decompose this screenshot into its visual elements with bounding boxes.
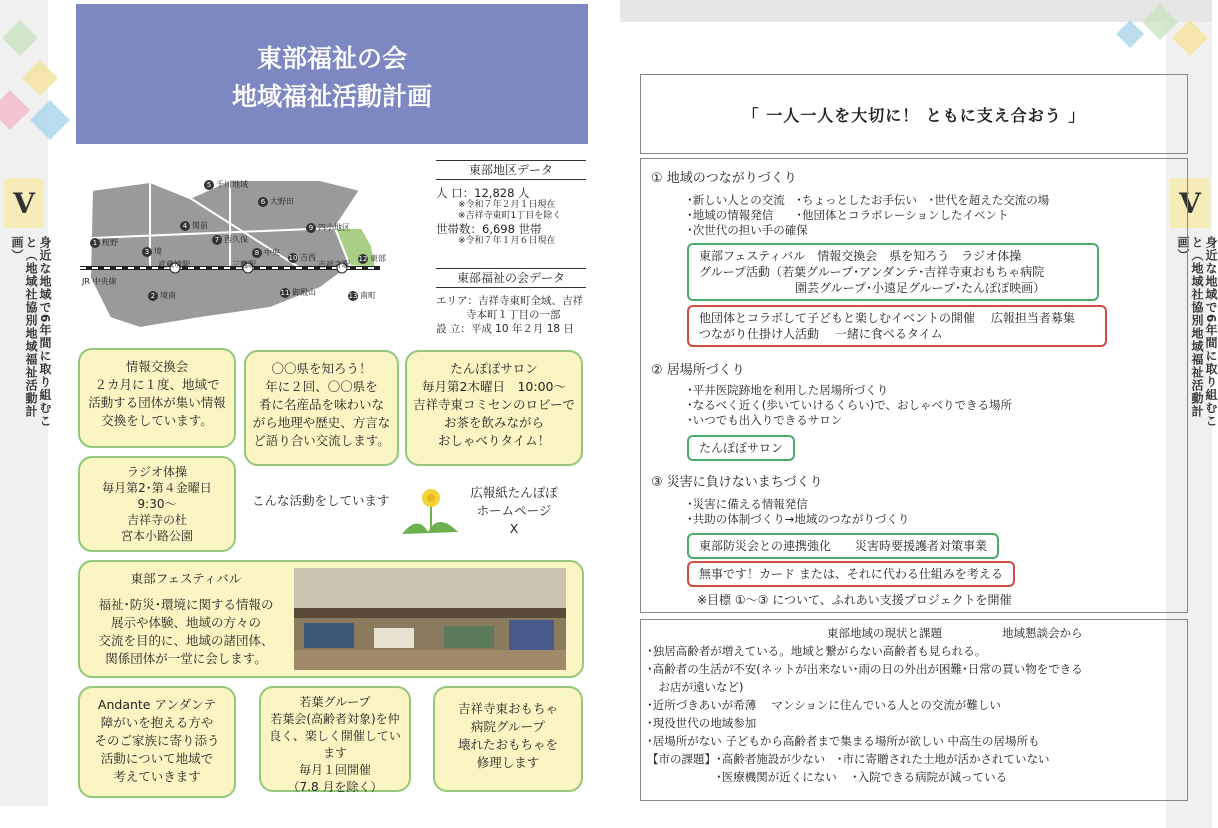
newsletter-info xyxy=(468,484,560,538)
issues-title: 東部地域の現状と課題 xyxy=(827,626,942,640)
activity-info-exchange: 情報交換会 ２カ月に１度、地域で 活動する団体が集い情報 交換をしています。 xyxy=(78,348,236,448)
pop-note-2: ※吉祥寺東町1丁目を除く xyxy=(458,211,562,221)
district-data-header: 東部地区データ xyxy=(436,160,586,180)
gutter xyxy=(604,0,620,806)
section-3-red: 無事です！カード または、それに代わる仕組みを考える xyxy=(687,561,1015,587)
issue-line: ･医療機関が近くにない ･入院できる病院が減っている xyxy=(647,770,1008,784)
x-label: X xyxy=(509,521,519,536)
section-1-green: 東部フェスティバル 情報交換会 県を知ろう ラジオ体操 グループ活動（若葉グループ･アンダンテ･吉祥寺東おもちゃ病院 園芸グループ･小遠足グループ･たんぽぽ映画） xyxy=(687,243,1099,301)
right-page xyxy=(620,0,1218,806)
map-area-8: 8 中央 xyxy=(252,247,280,258)
issue-line: ･独居高齢者が増えている。地域と繋がらない高齢者も見られる。 xyxy=(647,644,987,658)
activity-caption: こんな活動をしています xyxy=(252,493,390,508)
festival-text: 東部フェスティバル 福祉･防災･環境に関する情報の 展示や体験、地域の方々の 交流を目的に、地域の諸団体、 関係団体が一堂に会します。 xyxy=(98,571,274,666)
section-1-red: 他団体とコラボして子どもと楽しむイベントの開催 広報担当者募集 つながり仕掛け人活動 一緒に食べるタイム xyxy=(687,305,1107,347)
chapter-badge-right: V xyxy=(1170,178,1210,228)
map-area-13: 13 南町 xyxy=(348,291,376,300)
activity-wakaba: 若葉グループ 若葉会(高齢者対象)を仲 良く、楽しく開催しています 毎月１回開催 （7.8 月を除く） xyxy=(259,686,411,792)
section-2-green: たんぽぽサロン xyxy=(687,435,795,461)
activity-toy-hospital: 吉祥寺東おもちゃ 病院グループ 壊れたおもちゃを 修理します xyxy=(433,686,583,792)
decorative-diamonds xyxy=(0,0,76,150)
section-2-bullets: ･平井医院跡地を利用した居場所づくり ･なるべく近く(歩いていけるくらい)で、おしゃべりできる場所 ･いつでも出入りできるサロン xyxy=(687,383,1012,427)
page-title-block xyxy=(76,4,588,144)
issues-header xyxy=(647,624,1181,642)
map-area-9: 9 四小地区 xyxy=(306,222,350,233)
goals-box xyxy=(640,158,1188,613)
goal-note: ※目標 ①～③ について、ふれあい支援プロジェクトを開催 xyxy=(697,593,1012,607)
map-station-1: 武蔵境駅 xyxy=(158,260,190,269)
title-line-2: 地域福祉活動計画 xyxy=(231,82,432,111)
section-1-title: ① 地域のつながりづくり xyxy=(651,171,797,186)
chapter-vertical-title: 身近な地域で6年間に取り組むこと（地域社協別地域福祉活動計画） xyxy=(10,236,52,428)
issue-line: お店が遠いなど) xyxy=(647,680,744,694)
area-line-2: 寺本町１丁目の一部 xyxy=(466,309,561,321)
map-station-3: 吉祥寺駅 xyxy=(318,260,350,269)
map-area-5: 5 千川地域 xyxy=(204,179,248,190)
section-3-title: ③ 災害に負けないまちづくり xyxy=(651,475,823,490)
issues-source: 地域懇談会から xyxy=(1002,626,1083,640)
left-page xyxy=(0,0,604,806)
dandelion-icon xyxy=(398,484,464,540)
chapter-badge: V xyxy=(4,178,44,228)
issue-line: ･居場所がない 子どもから高齢者まで集まる場所が欲しい 中高生の居場所も xyxy=(647,734,1040,748)
map-station-2: 三鷹駅 xyxy=(232,260,256,269)
section-3-bullets: ･災害に備える情報発信 ･共助の体制づくり→地域のつながりづくり xyxy=(687,497,910,526)
decorative-diamonds-right xyxy=(1040,0,1212,70)
map-area-2: 2 境南 xyxy=(148,290,176,301)
pop-note-1: ※令和７年２月１日現在 xyxy=(458,200,556,210)
title-line-1: 東部福祉の会 xyxy=(256,44,407,73)
map-area-6: 6 大野田 xyxy=(258,196,294,207)
newsletter-name: 広報紙たんぽぽ xyxy=(470,485,558,500)
activity-radio-exercise: ラジオ体操 毎月第2･第４金曜日 9:30～ 吉祥寺の杜 宮本小路公園 xyxy=(78,456,236,552)
section-1-bullets: ･新しい人との交流 ･ちょっとしたお手伝い ･世代を超えた交流の場 ･地域の情報発信 ･他団体とコラボレーションしたイベント ･次世代の担い手の確保 xyxy=(687,193,1050,237)
chapter-vertical-title-right: 身近な地域で6年間に取り組むこと（地域社協別地域福祉活動計画） xyxy=(1176,236,1218,428)
slogan: 「 一人一人を大切に！ ともに支え合おう 」 xyxy=(640,74,1188,154)
activity-andante: Andante アンダンテ 障がいを抱える方や そのご家族に寄り添う 活動について地域で 考えていきます xyxy=(78,686,236,798)
hh-note: ※令和７年１月６日現在 xyxy=(458,236,556,246)
map-area-1: 1 桜野 xyxy=(90,237,118,248)
issues-box xyxy=(640,619,1188,801)
area-line-1: エリア：吉祥寺東町全域、吉祥 xyxy=(436,295,583,307)
activity-tanpopo-salon: たんぽぽサロン 毎月第2木曜日 10:00～ 吉祥寺東コミセンのロビーで お茶を飲みながら おしゃべりタイム！ xyxy=(405,350,583,466)
association-data xyxy=(436,268,586,336)
established: 設 立：平成 10 年２月 18 日 xyxy=(436,323,574,335)
map-rail-line: JR 中央線 xyxy=(82,277,117,286)
map-area-11: 11 御殿山 xyxy=(280,288,316,297)
association-data-header: 東部福祉の会データ xyxy=(436,268,586,288)
population: 人 口：12,828 人 xyxy=(436,186,530,200)
map-area-7: 7 西久保 xyxy=(212,234,248,245)
issue-line: ･高齢者の生活が不安(ネットが出来ない･雨の日の外出が困難･日常の買い物をできる xyxy=(647,662,1083,676)
section-3-green: 東部防災会との連携強化 災害時要援護者対策事業 xyxy=(687,533,999,559)
issue-line: 【市の課題】･高齢者施設が少ない ･市に寄贈された土地が活かされていない xyxy=(647,752,1050,766)
activity-know-prefecture: 〇〇県を知ろう！ 年に２回、〇〇県を 肴に名産品を味わいな がら地理や歴史、方言な ど語り合い交流します。 xyxy=(244,350,399,466)
homepage-label: ホームページ xyxy=(476,503,552,518)
map-area-10: 10 吉西 xyxy=(288,253,316,262)
festival-photo xyxy=(294,568,566,670)
issue-line: ･現役世代の地域参加 xyxy=(647,716,757,730)
issue-line: ･近所づきあいが希薄 マンションに住んでいる人との交流が難しい xyxy=(647,698,1001,712)
households: 世帯数：6,698 世帯 xyxy=(436,222,542,236)
map-area-4: 4 関前 xyxy=(180,220,208,231)
map-area-12: 12 東部 xyxy=(358,254,386,263)
district-data xyxy=(436,160,586,247)
map-area-3: 3 境 xyxy=(142,246,162,257)
section-2-title: ② 居場所づくり xyxy=(651,363,745,378)
